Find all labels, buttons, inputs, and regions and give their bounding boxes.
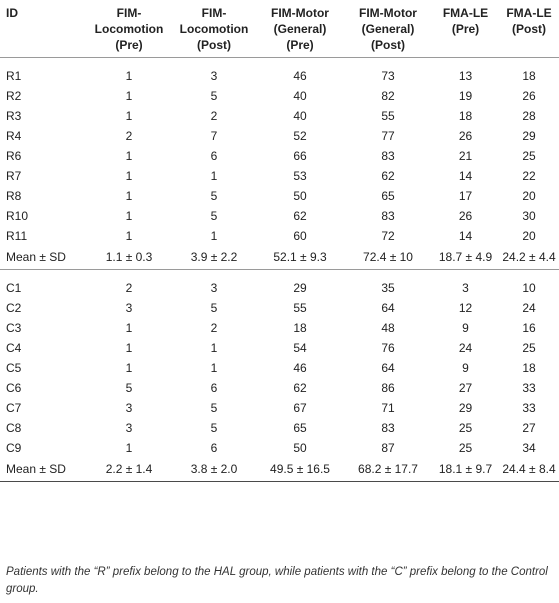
column-header-line: (Post)	[197, 38, 231, 52]
table-row	[0, 186, 559, 206]
table-cell: 5	[210, 421, 218, 435]
table-cell: 1	[125, 229, 133, 243]
row-id-cell: C9	[6, 441, 22, 455]
table-cell: 1	[210, 229, 218, 243]
table-cell: 1	[125, 169, 133, 183]
table-cell: 22	[522, 169, 536, 183]
table-row	[0, 438, 559, 458]
table-cell: 17	[458, 189, 473, 203]
table-cell: 1	[125, 341, 133, 355]
table-row	[0, 338, 559, 358]
table-cell: 3	[210, 69, 218, 83]
row-id-cell: C3	[6, 321, 22, 335]
table-cell: 62	[381, 169, 395, 183]
table-cell: 2	[125, 129, 133, 143]
table-cell: 65	[293, 421, 307, 435]
table-cell: 50	[293, 441, 307, 455]
row-id-cell: Mean ± SD	[0, 246, 86, 270]
table-cell: 18.1 ± 9.7	[432, 458, 499, 482]
table-cell: 54	[293, 341, 307, 355]
table-cell: 46	[293, 69, 307, 83]
table-cell: 1	[125, 321, 133, 335]
table-cell: 10	[522, 281, 536, 295]
table-cell: 62	[293, 209, 307, 223]
row-id-cell: R7	[6, 169, 22, 183]
table-cell: 49.5 ± 16.5	[256, 458, 344, 482]
table-cell: 33	[522, 401, 536, 415]
table-cell: 7	[210, 129, 218, 143]
table-cell: 24.4 ± 8.4	[499, 458, 559, 482]
table-row	[0, 226, 559, 246]
table-cell: 67	[293, 401, 307, 415]
table-cell: 12	[458, 301, 473, 315]
table-body	[0, 58, 559, 482]
table-cell: 3	[210, 281, 218, 295]
table-row	[0, 278, 559, 298]
table-cell: 16	[522, 321, 536, 335]
row-id-cell: C8	[6, 421, 22, 435]
table-cell: 26	[458, 209, 473, 223]
table-cell: 19	[458, 89, 473, 103]
table-cell: 24	[458, 341, 473, 355]
table-cell: 18	[458, 109, 473, 123]
row-id-cell: C5	[6, 361, 22, 375]
table-cell: 65	[381, 189, 395, 203]
table-cell: 72	[381, 229, 395, 243]
column-header	[0, 0, 86, 58]
table-cell: 24	[522, 301, 536, 315]
table-row	[0, 378, 559, 398]
table-cell: 5	[210, 209, 218, 223]
table-cell: 2	[125, 281, 133, 295]
table-cell: 76	[381, 341, 395, 355]
column-header	[499, 0, 559, 58]
table-cell: 18	[522, 361, 536, 375]
column-header-line: FIM-Motor	[359, 6, 417, 20]
table-cell: 14	[458, 229, 473, 243]
header-row	[0, 0, 559, 58]
row-id-cell: R2	[6, 89, 22, 103]
column-header-line: (General)	[361, 22, 415, 36]
table-row	[0, 358, 559, 378]
table-cell: 13	[458, 69, 473, 83]
column-header-line: (Pre)	[286, 38, 314, 52]
table-cell: 5	[210, 301, 218, 315]
table-cell: 30	[522, 209, 536, 223]
table-cell: 55	[381, 109, 395, 123]
table-cell: 5	[210, 89, 218, 103]
row-id-cell: R4	[6, 129, 22, 143]
column-header-line: Locomotion	[179, 22, 249, 36]
table-cell: 1	[125, 361, 133, 375]
table-cell: 5	[210, 401, 218, 415]
row-id-cell: C4	[6, 341, 22, 355]
table-cell: 18	[522, 69, 536, 83]
table-cell: 3	[462, 281, 469, 295]
row-id-cell: C7	[6, 401, 22, 415]
table-cell: 14	[458, 169, 473, 183]
table-cell: 29	[293, 281, 307, 295]
table-cell: 66	[293, 149, 307, 163]
column-header-line: FIM-Motor	[271, 6, 329, 20]
table-cell: 72.4 ± 10	[344, 246, 432, 270]
table-row	[0, 146, 559, 166]
row-id-cell: R11	[6, 229, 28, 243]
table-cell: 3	[125, 421, 133, 435]
table-cell: 27	[522, 421, 536, 435]
row-id-cell: Mean ± SD	[0, 458, 86, 482]
row-id-cell: R1	[6, 69, 22, 83]
table-cell: 2.2 ± 1.4	[86, 458, 172, 482]
row-id-cell: C1	[6, 281, 22, 295]
table-row	[0, 206, 559, 226]
table-cell: 6	[210, 381, 218, 395]
table-cell: 25	[522, 341, 536, 355]
table-cell: 29	[458, 401, 473, 415]
spacer-row	[0, 58, 559, 67]
table-cell: 5	[125, 381, 133, 395]
table-cell: 3.8 ± 2.0	[172, 458, 256, 482]
row-id-cell: R3	[6, 109, 22, 123]
table-cell: 52.1 ± 9.3	[256, 246, 344, 270]
table-cell: 3	[125, 401, 133, 415]
column-header	[344, 0, 432, 58]
column-header	[256, 0, 344, 58]
table-cell: 73	[381, 69, 395, 83]
column-header	[86, 0, 172, 58]
table-cell: 20	[522, 229, 536, 243]
column-header	[172, 0, 256, 58]
column-header-line: FMA-LE	[506, 6, 552, 20]
table-cell: 9	[462, 361, 469, 375]
table-cell: 1	[210, 169, 218, 183]
table-cell: 5	[210, 189, 218, 203]
table-row	[0, 86, 559, 106]
table-cell: 71	[381, 401, 395, 415]
column-header	[432, 0, 499, 58]
table-cell: 46	[293, 361, 307, 375]
spacer-row	[0, 270, 559, 279]
table-cell: 87	[381, 441, 395, 455]
table-cell: 26	[522, 89, 536, 103]
table-cell: 18.7 ± 4.9	[432, 246, 499, 270]
column-header-line: (Post)	[512, 22, 546, 36]
table-cell: 25	[522, 149, 536, 163]
table-cell: 9	[462, 321, 469, 335]
table-cell: 55	[293, 301, 307, 315]
table-cell: 83	[381, 209, 395, 223]
column-header-line: Locomotion	[94, 22, 164, 36]
table-cell: 6	[210, 149, 218, 163]
table-cell: 60	[293, 229, 307, 243]
table-cell: 25	[458, 441, 473, 455]
table-cell: 27	[458, 381, 473, 395]
column-header-line: (Post)	[371, 38, 405, 52]
row-id-cell: R8	[6, 189, 22, 203]
table-row	[0, 66, 559, 86]
table-cell: 1	[210, 361, 218, 375]
table-cell: 29	[522, 129, 536, 143]
column-header-line: (Pre)	[115, 38, 143, 52]
table-cell: 18	[293, 321, 307, 335]
table-row	[0, 418, 559, 438]
table-cell: 86	[381, 381, 395, 395]
table-cell: 6	[210, 441, 218, 455]
table-footnote: Patients with the “R” prefix belong to the HAL group, while patients with the “C” prefix belong to the Control group.	[6, 566, 548, 595]
table-cell: 77	[381, 129, 395, 143]
table-cell: 1	[210, 341, 218, 355]
table-cell: 1	[125, 149, 133, 163]
table-cell: 1	[125, 109, 133, 123]
table-row	[0, 398, 559, 418]
row-id-cell: R6	[6, 149, 22, 163]
table-cell: 1	[125, 441, 133, 455]
table-cell: 53	[293, 169, 307, 183]
table-cell: 64	[381, 361, 395, 375]
mean-row-control	[0, 458, 559, 482]
table-cell: 48	[381, 321, 395, 335]
table-cell: 3.9 ± 2.2	[172, 246, 256, 270]
column-header-line: FIM-	[116, 6, 142, 20]
table-cell: 1	[125, 189, 133, 203]
table-cell: 62	[293, 381, 307, 395]
row-id-cell: C2	[6, 301, 22, 315]
table-cell: 28	[522, 109, 536, 123]
table-cell: 20	[522, 189, 536, 203]
table-row	[0, 298, 559, 318]
table-cell: 34	[522, 441, 536, 455]
row-id-cell: C6	[6, 381, 22, 395]
table-cell: 2	[210, 321, 218, 335]
table-cell: 33	[522, 381, 536, 395]
table-cell: 83	[381, 421, 395, 435]
table-cell: 2	[210, 109, 218, 123]
table-cell: 64	[381, 301, 395, 315]
column-header-line: (General)	[273, 22, 327, 36]
table-row	[0, 318, 559, 338]
table-cell: 40	[293, 109, 307, 123]
table-cell: 52	[293, 129, 307, 143]
table-cell: 24.2 ± 4.4	[499, 246, 559, 270]
column-header-line: (Pre)	[451, 22, 480, 36]
table-cell: 1.1 ± 0.3	[86, 246, 172, 270]
table-row	[0, 126, 559, 146]
table-cell: 50	[293, 189, 307, 203]
table-cell: 1	[125, 69, 133, 83]
table-cell: 82	[381, 89, 395, 103]
table-cell: 26	[458, 129, 473, 143]
table-cell: 40	[293, 89, 307, 103]
mean-row-hal	[0, 246, 559, 270]
table-row	[0, 106, 559, 126]
column-header-line: ID	[6, 6, 18, 20]
table-cell: 21	[458, 149, 473, 163]
table-cell: 25	[458, 421, 473, 435]
row-id-cell: R10	[6, 209, 29, 223]
table-cell: 1	[125, 89, 133, 103]
column-header-line: FMA-LE	[442, 6, 489, 20]
table-cell: 3	[125, 301, 133, 315]
table-cell: 83	[381, 149, 395, 163]
column-header-line: FIM-	[201, 6, 227, 20]
table-cell: 35	[381, 281, 395, 295]
table-row	[0, 166, 559, 186]
table-cell: 68.2 ± 17.7	[344, 458, 432, 482]
table-cell: 1	[125, 209, 133, 223]
